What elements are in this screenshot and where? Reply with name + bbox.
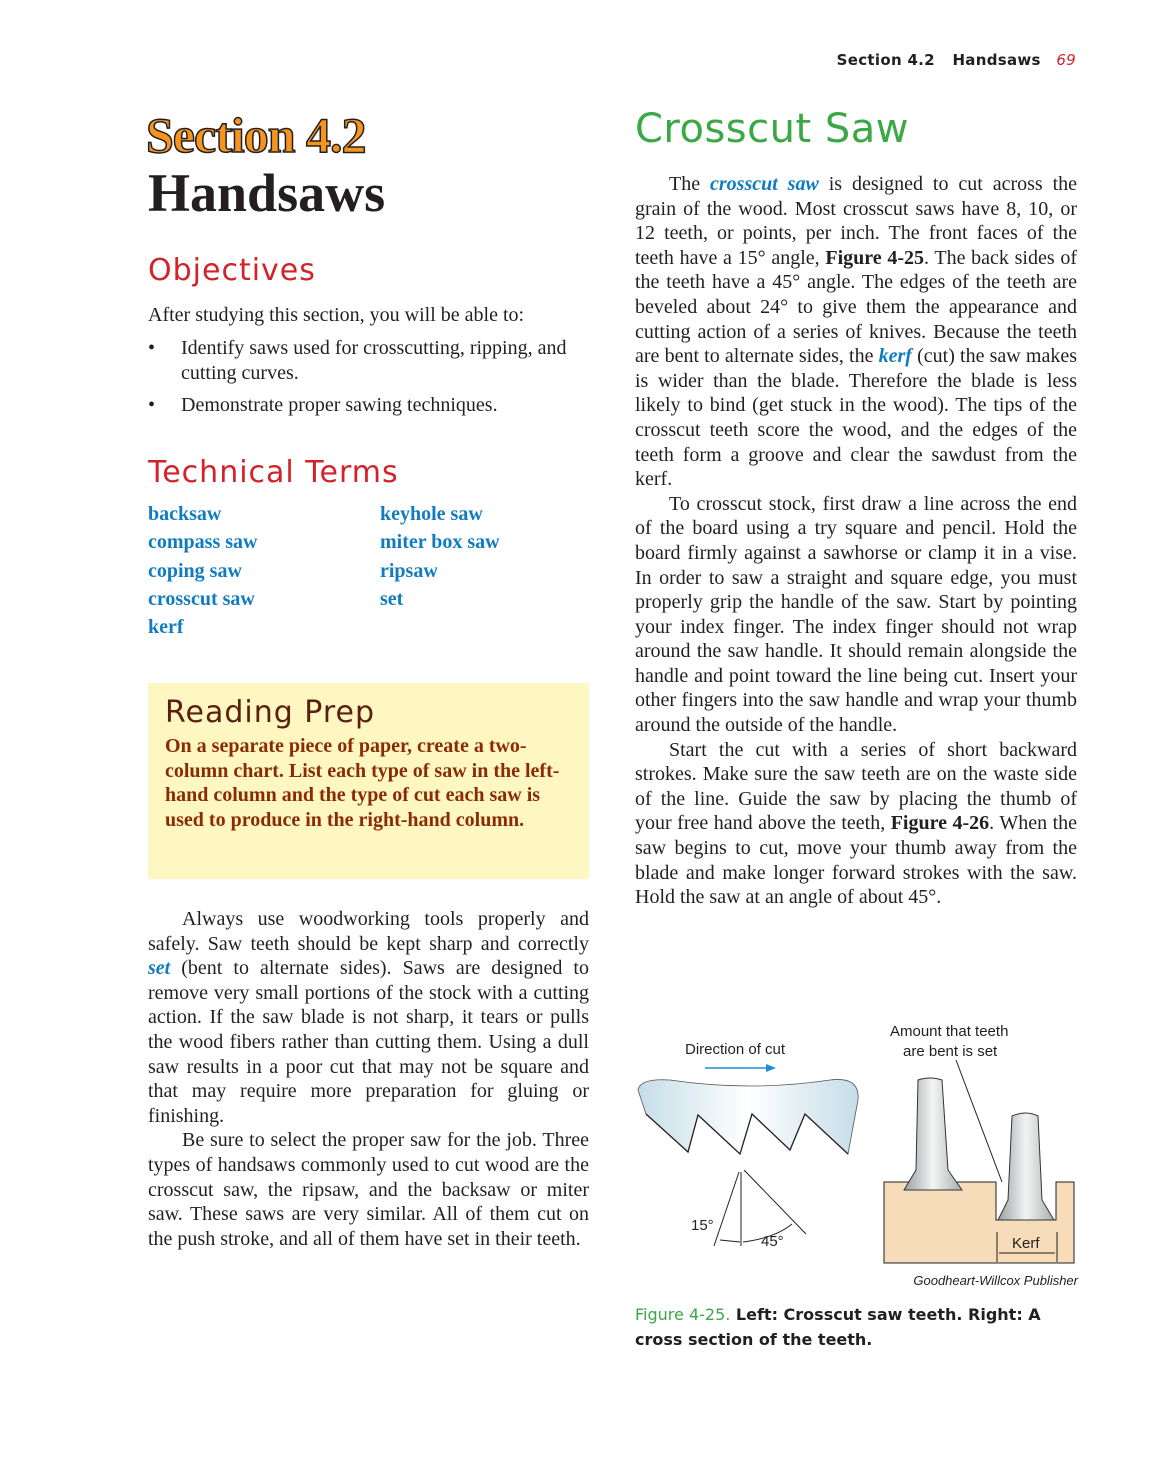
page-number: 69 — [1056, 51, 1076, 69]
text: Start the cut with a series of short backward strokes. Make sure the saw teeth are on the waste side of the line. Guide the saw by placing the thumb of your free hand above the teeth, — [635, 738, 1077, 835]
saw-tooth-section-1 — [904, 1078, 962, 1190]
left-body-text — [148, 907, 589, 1251]
figure-ref: Figure 4-25 — [825, 246, 925, 269]
term-crosscut-saw[interactable]: crosscut saw — [710, 173, 819, 195]
technical-terms-list — [148, 503, 589, 644]
running-head — [837, 51, 1076, 69]
saw-tooth-section-2 — [998, 1113, 1054, 1220]
term-link[interactable]: coping saw — [148, 559, 242, 582]
set-pointer-line — [956, 1060, 1002, 1182]
wood-board — [884, 1182, 1074, 1263]
figure-saw-teeth — [630, 1010, 1090, 1290]
term-link[interactable]: kerf — [148, 616, 184, 639]
reading-prep-text: On a separate piece of paper, create a two-column chart. List each type of saw in the left-hand column and the type of cut each saw is used to produce in the right-hand column. — [165, 735, 560, 831]
figure-caption — [635, 1302, 1075, 1352]
section-number: Section 4.2 — [146, 107, 366, 163]
term-link[interactable]: ripsaw — [380, 559, 438, 582]
paragraph — [148, 907, 589, 1128]
paragraph: Be sure to select the proper saw for the job. Three types of handsaws commonly used to cut wood are the crosscut saw, the ripsaw, and the backsaw or miter saw. These saws are very similar. All of them cut on the push stroke, and all of them have set in their teeth. — [148, 1129, 589, 1250]
text: (bent to alternate sides). Saws are designed to remove very small portions of the stock with a cutting action. If the saw blade is not sharp, it tears or pulls the wood fibers rather than cutting them. Using a dull saw results in a poor cut that may not be square and that may require more preparation for gluing or finishing. — [148, 957, 589, 1127]
back-face-line — [744, 1170, 806, 1234]
running-head-section: Section 4.2 — [836, 51, 935, 69]
label-15-degrees: 15° — [691, 1217, 714, 1234]
label-set-line1: Amount that teeth — [890, 1023, 1009, 1040]
text: is designed to cut across the grain of the wood. Most crosscut saws have 8, 10, or 12 teeth, or points, per inch. The front faces of the teeth have a 15° angle, — [635, 173, 1078, 269]
term-link[interactable]: set — [380, 587, 404, 610]
paragraph — [635, 738, 1077, 910]
reading-prep-box — [148, 683, 589, 879]
objectives-heading: Objectives — [148, 253, 316, 288]
term-link[interactable]: compass saw — [148, 531, 258, 554]
label-direction: Direction of cut — [685, 1041, 786, 1058]
text: . When the saw begins to cut, move your thumb away from the blade and make longer forward strokes with the saw. Hold the saw at an angle of about 45°. — [635, 812, 1078, 909]
objective-item: • Demonstrate proper sawing techniques. — [148, 393, 589, 418]
running-head-title: Handsaws — [952, 51, 1041, 69]
text: Always use woodworking tools properly and safely. Saw teeth should be kept sharp and correctly — [148, 908, 589, 955]
term-link[interactable]: crosscut saw — [148, 587, 255, 610]
paragraph: To crosscut stock, first draw a line across the end of the board using a try square and pencil. Hold the board firmly against a sawhorse or clamp it in a vise. In order to saw a straight and square edge, you must properly grip the handle of the saw. Start by pointing your index finger. The index finger should not wrap around the saw handle. It should remain alongside the handle and point toward the line being cut. Insert your other fingers into the saw handle and wrap your thumb around the outside of the handle. — [635, 492, 1077, 737]
text: . The back sides of the teeth have a 45° angle. The edges of the teeth are beveled about 24° to give them the appearance and cutting action of a series of knives. Because the teeth are bent to alternate sides, the — [635, 246, 1078, 368]
label-45-degrees: 45° — [761, 1233, 784, 1250]
figure-ref: Figure 4-26 — [890, 812, 990, 835]
label-set-line2: are bent is set — [903, 1043, 998, 1060]
caption-text: Left: Crosscut saw teeth. Right: A cross section of the teeth. — [635, 1305, 1041, 1349]
saw-blade — [638, 1079, 858, 1154]
reading-prep-heading: Reading Prep — [165, 695, 376, 730]
crosscut-heading: Crosscut Saw — [635, 106, 910, 152]
text: (cut) the saw makes is wider than the blade. Therefore the blade is less likely to bind (get stuck in the wood). The tips of the crosscut teeth score the wood, and the edges of the teeth form a groove and clear the sawdust from the kerf. — [635, 345, 1077, 491]
term-link[interactable]: keyhole saw — [380, 503, 483, 525]
technical-terms-heading: Technical Terms — [148, 455, 399, 490]
figure-number: Figure 4-25. — [635, 1305, 731, 1324]
term-set[interactable]: set — [148, 957, 171, 980]
objective-item: • Identify saws used for crosscutting, ripping, and cutting curves. — [148, 336, 589, 385]
term-kerf[interactable]: kerf — [878, 345, 912, 368]
objectives-list — [148, 336, 589, 426]
image-credit: Goodheart-Willcox Publisher — [913, 1273, 1078, 1288]
section-title: Handsaws — [148, 163, 386, 223]
objectives-intro: After studying this section, you will be able to: — [148, 304, 525, 326]
label-kerf: Kerf — [1012, 1235, 1040, 1252]
angle-arc-15 — [720, 1240, 740, 1242]
right-body-text — [635, 172, 1077, 910]
term-link[interactable]: backsaw — [148, 503, 222, 525]
paragraph — [635, 172, 1077, 492]
arrow-head-icon — [766, 1064, 776, 1072]
text: The — [669, 173, 710, 195]
front-face-line — [714, 1172, 739, 1246]
term-link[interactable]: miter box saw — [380, 531, 500, 554]
